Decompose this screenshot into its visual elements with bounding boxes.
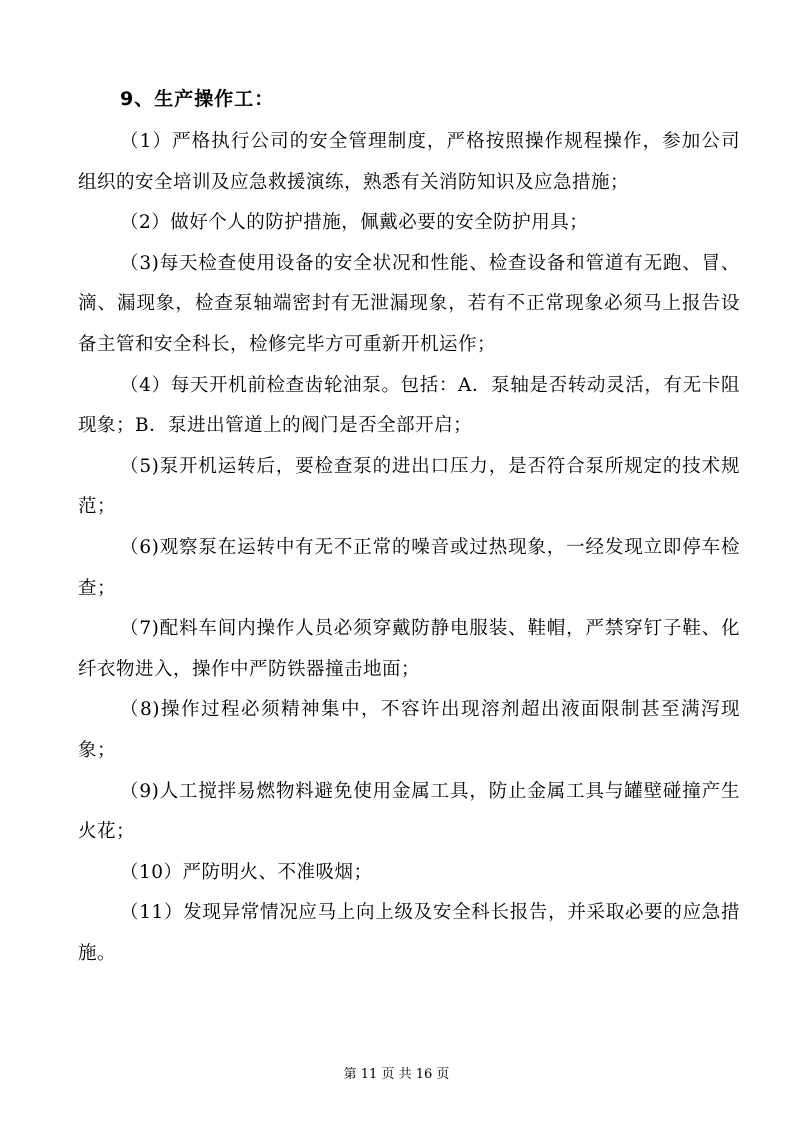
list-item-7: （7)配料车间内操作人员必须穿戴防静电服装、鞋帽，严禁穿钉子鞋、化纤衣物进入，操作中严防铁器撞击地面； — [78, 618, 740, 680]
list-item-8: （8)操作过程必须精神集中，不容许出现溶剂超出液面限制甚至满泻现象； — [78, 699, 740, 761]
list-item-4: （4）每天开机前检查齿轮油泵。包括：A．泵轴是否转动灵活，有无卡阻现象；B．泵进出管道上的阀门是否全部开启； — [78, 374, 740, 437]
list-item-11: （11）发现异常情况应马上向上级及安全科长报告，并采取必要的应急措施。 — [78, 902, 740, 964]
list-item-3: （3)每天检查使用设备的安全状况和性能、检查设备和管道有无跑、冒、滴、漏现象，检查泵轴端密封有无泄漏现象，若有不正常现象必须马上报告设备主管和安全科长，检修完毕方可重新开机运作； — [78, 252, 740, 355]
section-heading: 9、生产操作工： — [120, 88, 275, 110]
list-item-10: （10）严防明火、不准吸烟； — [120, 861, 373, 883]
section-body — [78, 122, 740, 974]
list-item-9: （9)人工搅拌易燃物料避免使用金属工具，防止金属工具与罐壁碰撞产生火花； — [78, 780, 740, 843]
page-footer: 第 11 页 共 16 页 — [343, 1067, 450, 1082]
list-item-6: （6)观察泵在运转中有无不正常的噪音或过热现象，一经发现立即停车检查； — [78, 536, 740, 599]
list-item-2: （2）做好个人的防护措施，佩戴必要的安全防护用具； — [120, 212, 589, 234]
list-item-5: （5)泵开机运转后，要检查泵的进出口压力，是否符合泵所规定的技术规范； — [78, 455, 740, 518]
list-item-1: （1）严格执行公司的安全管理制度，严格按照操作规程操作，参加公司组织的安全培训及应急救援演练，熟悉有关消防知识及应急措施； — [78, 131, 740, 193]
